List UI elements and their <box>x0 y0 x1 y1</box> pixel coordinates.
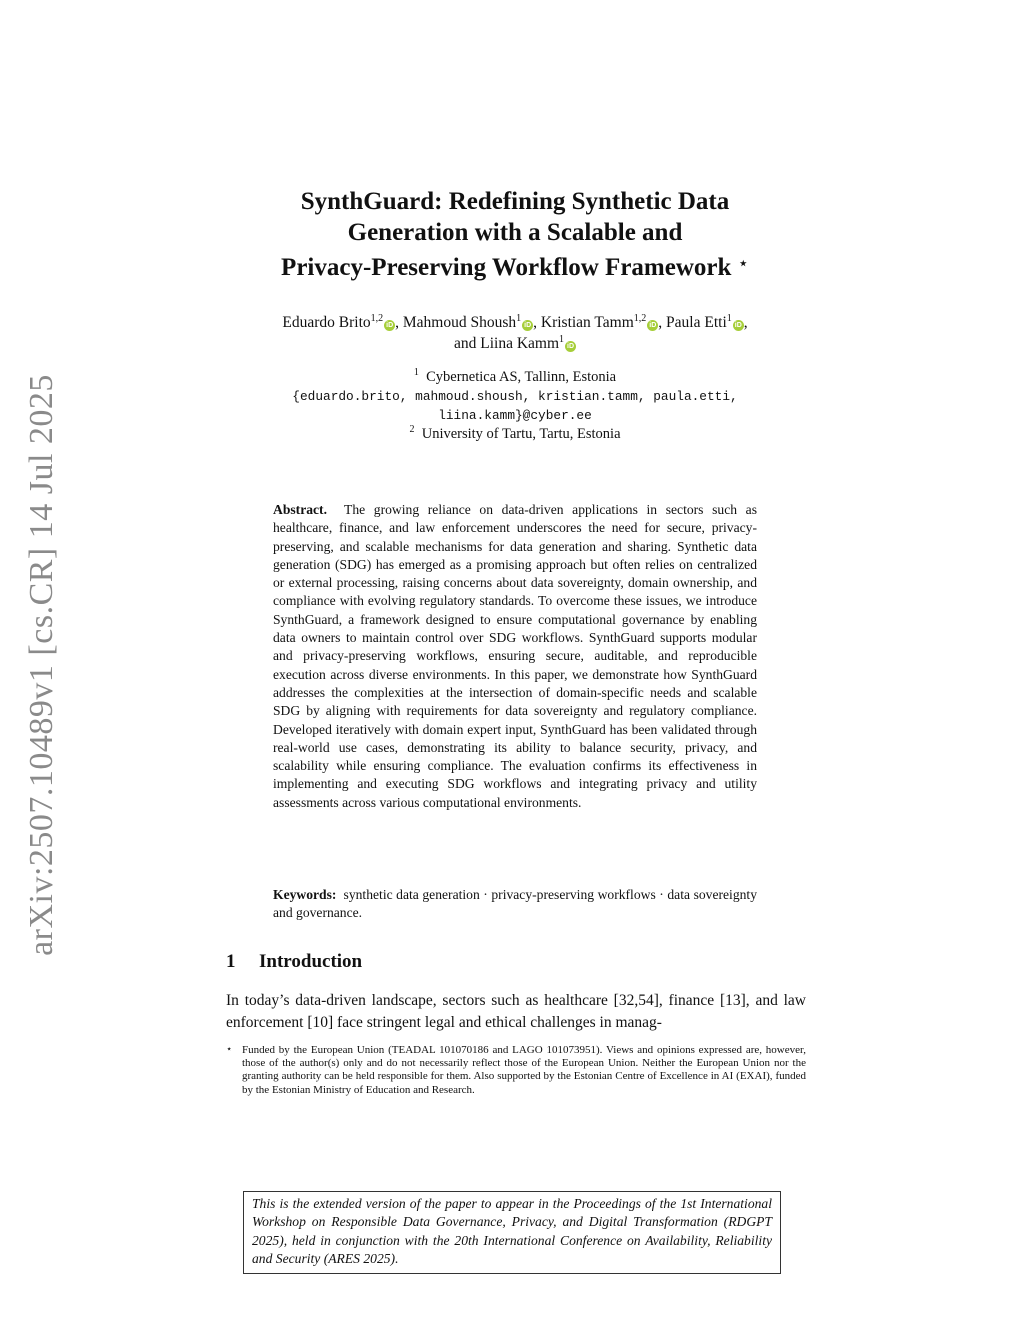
section-title: Introduction <box>259 951 363 972</box>
orcid-icon[interactable]: iD <box>386 322 394 329</box>
author-separator: , <box>743 314 748 331</box>
author-name: Eduardo Brito <box>282 314 371 331</box>
title-line-1: SynthGuard: Redefining Synthetic Data <box>300 188 730 215</box>
author-affiliation: 1 <box>559 334 565 345</box>
authors-line-1 <box>200 312 830 333</box>
authors-line-2 <box>200 333 830 354</box>
keywords-text: synthetic data generation · privacy-preserving workflows · data sovereignty and governance. <box>273 887 757 921</box>
author-list <box>200 312 830 354</box>
author-name: Liina Kamm <box>480 335 560 352</box>
title-footnote-star: ⋆ <box>737 253 749 273</box>
affiliations <box>200 368 830 444</box>
arxiv-identifier-stamp: arXiv:2507.10489v1 [cs.CR] 14 Jul 2025 <box>23 374 60 956</box>
footnote <box>226 1044 806 1097</box>
authors-conjunction: and <box>453 335 477 352</box>
affiliation-number: 1 <box>413 367 419 378</box>
section-number: 1 <box>226 951 236 972</box>
abstract <box>273 501 757 812</box>
orcid-icon[interactable]: iD <box>734 322 742 329</box>
author-separator: , <box>658 314 663 331</box>
author-separator: , <box>533 314 537 331</box>
keywords-label: Keywords: <box>273 887 337 902</box>
footnote-star: ⋆ <box>226 1044 233 1055</box>
abstract-label: Abstract. <box>273 502 327 517</box>
author-affiliation: 1 <box>726 313 732 324</box>
email-line-1: {eduardo.brito, mahmoud.shoush, kristian.tamm, paula.etti, <box>292 389 738 404</box>
author-separator: , <box>395 314 399 331</box>
affiliation-text: Cybernetica AS, Tallinn, Estonia <box>426 369 617 385</box>
author-name: Paula Etti <box>666 314 727 331</box>
section-heading <box>226 951 362 973</box>
affiliation-2 <box>200 425 830 444</box>
email-line-2: liina.kamm}@cyber.ee <box>438 408 592 423</box>
footnote-text: Funded by the European Union (TEADAL 101070186 and LAGO 101073951). Views and opinions expressed are, however, those of the author(s) only and do not necessarily reflect those of the European Union. Neither the European Union nor the granting authority can be held responsible for them. Also supported by the Estonian Centre of Excellence in AI (EXAI), funded by the Estonian Ministry of Education and Research. <box>242 1044 806 1096</box>
affiliation-1 <box>200 368 830 387</box>
author-name: Mahmoud Shoush <box>402 314 517 331</box>
keywords <box>273 886 757 923</box>
paper-title <box>240 186 790 283</box>
author-name: Kristian Tamm <box>540 314 634 331</box>
orcid-icon[interactable]: iD <box>567 343 575 350</box>
extended-version-note: This is the extended version of the paper to appear in the Proceedings of the 1st International Workshop on Responsible Data Governance, Privacy, and Digital Transformation (RDGPT 2025), held in conjunction with the 20th International Conference on Availability, Reliability and Security (ARES 2025). <box>243 1191 781 1274</box>
title-line-3-text: Privacy-Preserving Workflow Framework <box>281 254 732 281</box>
abstract-text: The growing reliance on data-driven applications in sectors such as healthcare, finance, and law enforcement underscores the need for secure, privacy-preserving, and scalable mechanisms for data generation and sharing. Synthetic data generation (SDG) has emerged as a promising approach but often relies on centralized or external processing, raising concerns about data sovereignty, domain ownership, and compliance with evolving regulatory standards. To overcome these issues, we introduce SynthGuard, a framework designed to ensure computational governance by enabling data owners to maintain control over SDG workflows. SynthGuard supports modular and privacy-preserving workflows, ensuring secure, auditable, and reproducible execution across diverse environments. In this paper, we demonstrate how SynthGuard addresses the complexities at the intersection of domain-specific needs and scalable SDG by aligning with requirements for data sovereignty and regulatory compliance. Developed iteratively with domain expert input, SynthGuard has been validated through real-world use cases, demonstrating its ability to balance security, privacy, and scalability while ensuring compliance. The evaluation confirms its effectiveness in implementing and executing SDG workflows and integrating privacy and utility assessments across various computational environments. <box>273 502 757 810</box>
author-affiliation: 1,2 <box>370 313 384 324</box>
author-affiliation: 1 <box>516 313 522 324</box>
author-affiliation: 1,2 <box>633 313 647 324</box>
title-line-3 <box>240 248 790 283</box>
affiliation-number: 2 <box>409 424 415 435</box>
title-line-2: Generation with a Scalable and <box>347 219 683 246</box>
affiliation-text: University of Tartu, Tartu, Estonia <box>421 426 621 442</box>
intro-paragraph: In today’s data-driven landscape, sectors such as healthcare [32,54], finance [13], and law enforcement [10] face stringent legal and ethical challenges in manag- <box>226 992 806 1031</box>
orcid-icon[interactable]: iD <box>524 322 532 329</box>
orcid-icon[interactable]: iD <box>649 322 657 329</box>
